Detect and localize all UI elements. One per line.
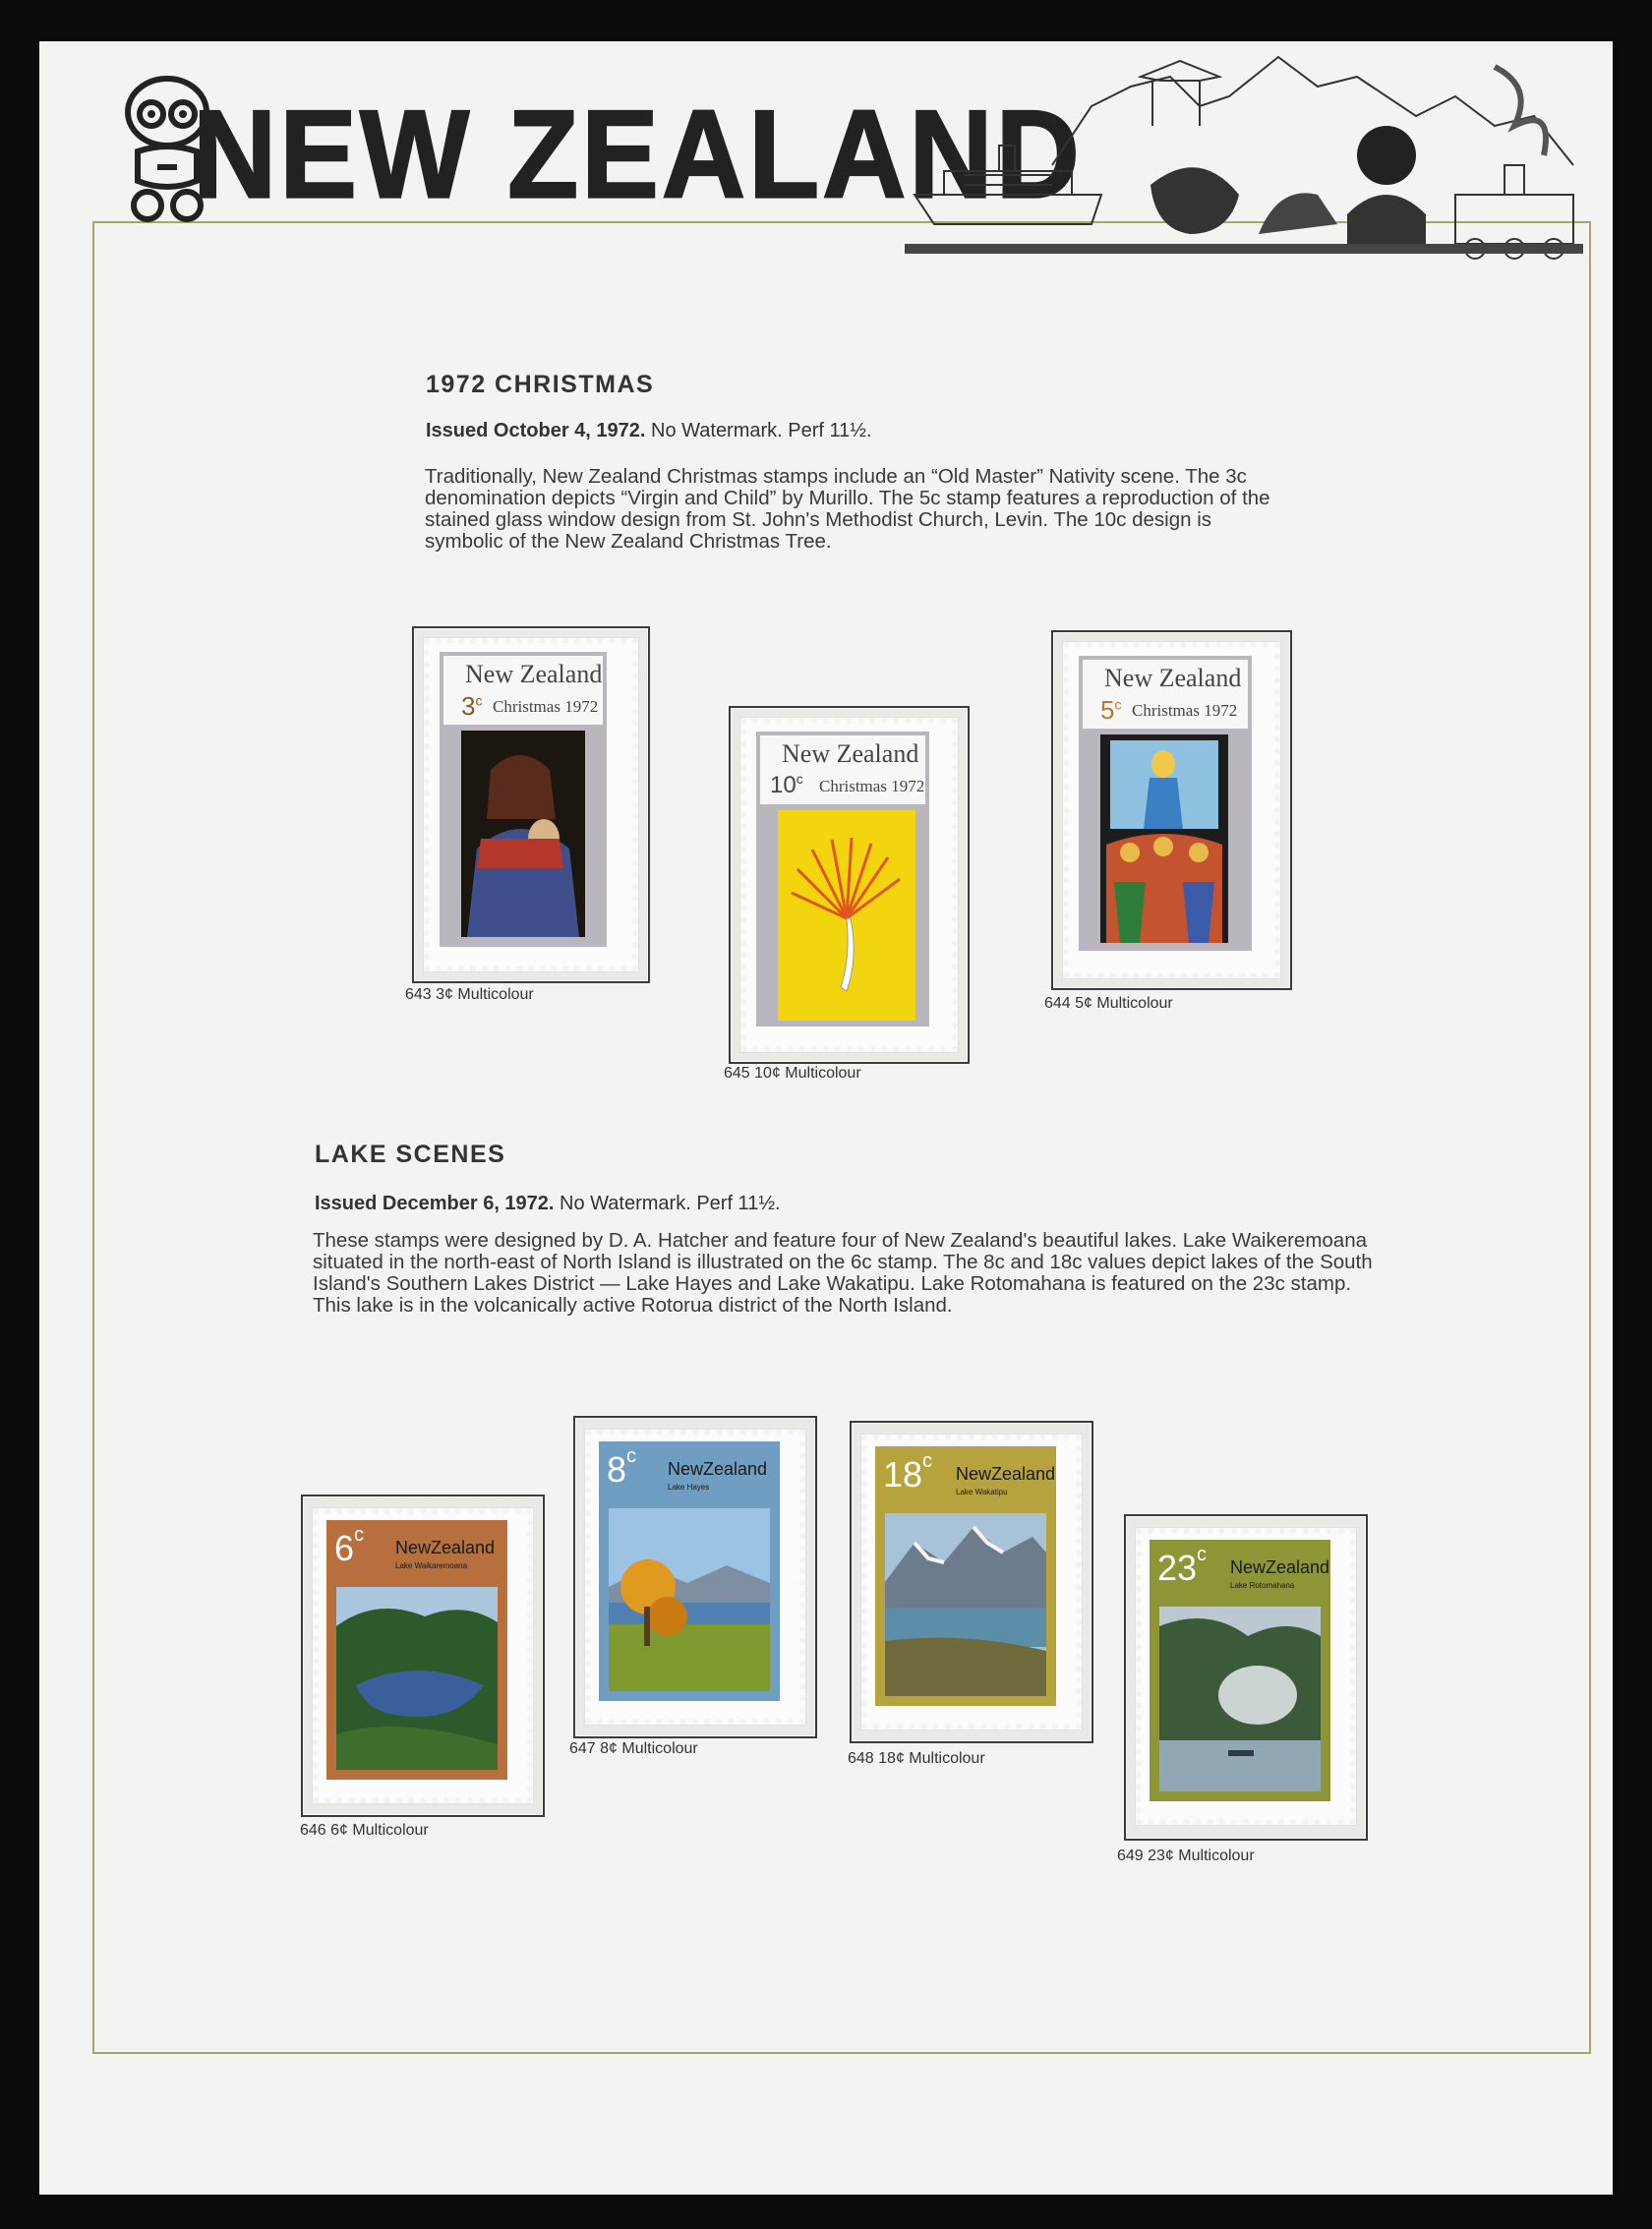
stamp-mount-648 — [850, 1421, 1093, 1743]
stamp-country: NewZealand — [1230, 1557, 1330, 1577]
stamp-event: Christmas 1972 — [493, 697, 599, 716]
nz-scenery-illustration-icon — [905, 47, 1583, 265]
pohutukawa-flower-icon — [778, 810, 915, 1021]
stamp-header — [1151, 1544, 1340, 1607]
stained-glass-window-icon — [1100, 734, 1228, 943]
stamp-header — [601, 1445, 790, 1508]
stamp-caption-646: 646 6¢ Multicolour — [300, 1822, 429, 1839]
stamp-mount-649 — [1124, 1514, 1368, 1841]
stamp-value: 23$^c$ — [1157, 1544, 1208, 1588]
lake-hayes-scene-icon — [609, 1508, 770, 1691]
stamp-country: NewZealand — [395, 1538, 496, 1557]
lake-waikaremoana-scene-icon — [336, 1587, 498, 1770]
christmas-issue-details: No Watermark. Perf 11½. — [651, 420, 872, 441]
stamp-value: 5$^c$ — [1100, 695, 1122, 725]
lake-rotomahana-scene-icon — [1159, 1607, 1321, 1791]
stamp-lake-name: Lake Rotomahana — [1230, 1581, 1295, 1590]
stamp-country: New Zealand — [782, 739, 919, 768]
stamp-mount-643 — [412, 626, 650, 983]
lake-wakatipu-scene-icon — [885, 1513, 1046, 1696]
stamp-value: 3$^c$ — [461, 691, 483, 721]
stamp-caption-648: 648 18¢ Multicolour — [848, 1750, 985, 1767]
christmas-description: Traditionally, New Zealand Christmas stamps include an “Old Master” Nativity scene. The 3c denomination depicts “Virgin and Child” by Murillo. The 5c stamp features a reproduction of the stained glass window design from St. John's Methodist Church, Levin. The 10c design is symbolic of the New Zealand Christmas Tree. — [425, 465, 1270, 553]
stamp-header — [1083, 660, 1248, 729]
stamp-value: 8$^c$ — [607, 1445, 637, 1490]
christmas-heading: 1972 CHRISTMAS — [426, 371, 655, 398]
christmas-issue-date: Issued October 4, 1972. — [426, 420, 646, 441]
stamp-644 — [1063, 642, 1280, 978]
stamp-647 — [585, 1430, 805, 1725]
stamp-header — [877, 1450, 1066, 1513]
virgin-and-child-painting-icon — [461, 731, 585, 937]
stamp-mount-644 — [1051, 630, 1292, 990]
stamp-mount-646 — [301, 1495, 545, 1817]
stamp-header — [760, 735, 925, 804]
stamp-caption-644: 644 5¢ Multicolour — [1044, 995, 1173, 1012]
stamp-mount-647 — [573, 1416, 817, 1738]
stamp-646 — [313, 1508, 533, 1803]
stamp-value: 6$^c$ — [334, 1524, 365, 1568]
stamp-country: NewZealand — [956, 1464, 1056, 1484]
stamp-648 — [861, 1435, 1082, 1730]
stamp-caption-649: 649 23¢ Multicolour — [1117, 1848, 1255, 1864]
stamp-lake-name: Lake Wakatipu — [956, 1488, 1008, 1496]
lakes-issue-date: Issued December 6, 1972. — [315, 1193, 555, 1214]
stamp-header — [443, 656, 603, 725]
stamp-event: Christmas 1972 — [819, 777, 925, 795]
stamp-value: 18$^c$ — [883, 1450, 933, 1495]
stamp-643 — [424, 638, 638, 971]
stamp-caption-645: 645 10¢ Multicolour — [724, 1065, 861, 1082]
stamp-645 — [740, 718, 958, 1052]
stamp-event: Christmas 1972 — [1132, 701, 1238, 720]
lakes-issue-details: No Watermark. Perf 11½. — [560, 1193, 781, 1214]
stamp-lake-name: Lake Hayes — [668, 1483, 710, 1492]
stamp-header — [328, 1524, 517, 1587]
stamp-country: New Zealand — [465, 660, 603, 688]
stamp-country: NewZealand — [668, 1459, 768, 1479]
stamp-value: 10$^c$ — [770, 771, 803, 798]
stamp-caption-643: 643 3¢ Multicolour — [405, 986, 534, 1003]
page-title: NEW ZEALAND — [193, 85, 1083, 225]
lakes-heading: LAKE SCENES — [315, 1141, 506, 1168]
stamp-lake-name: Lake Waikaremoana — [395, 1561, 468, 1570]
stamp-country: New Zealand — [1104, 664, 1242, 692]
lakes-issue-line — [315, 1193, 781, 1215]
stamp-649 — [1136, 1528, 1356, 1825]
stamp-mount-645 — [729, 706, 970, 1064]
christmas-issue-line — [426, 420, 872, 442]
stamp-caption-647: 647 8¢ Multicolour — [569, 1740, 698, 1757]
lakes-description: These stamps were designed by D. A. Hatcher and feature four of New Zealand's beautiful lakes. Lake Waikeremoana situated in the north-east of North Island is illustrated on the 6c stamp. The 8c and 18c values depict lakes of the South Island's Southern Lakes District — Lake Hayes and Lake Wakatipu. Lake Rotomahana is featured on the 23c stamp. This lake is in the volcanically active Rotorua district of the North Island. — [313, 1229, 1373, 1317]
